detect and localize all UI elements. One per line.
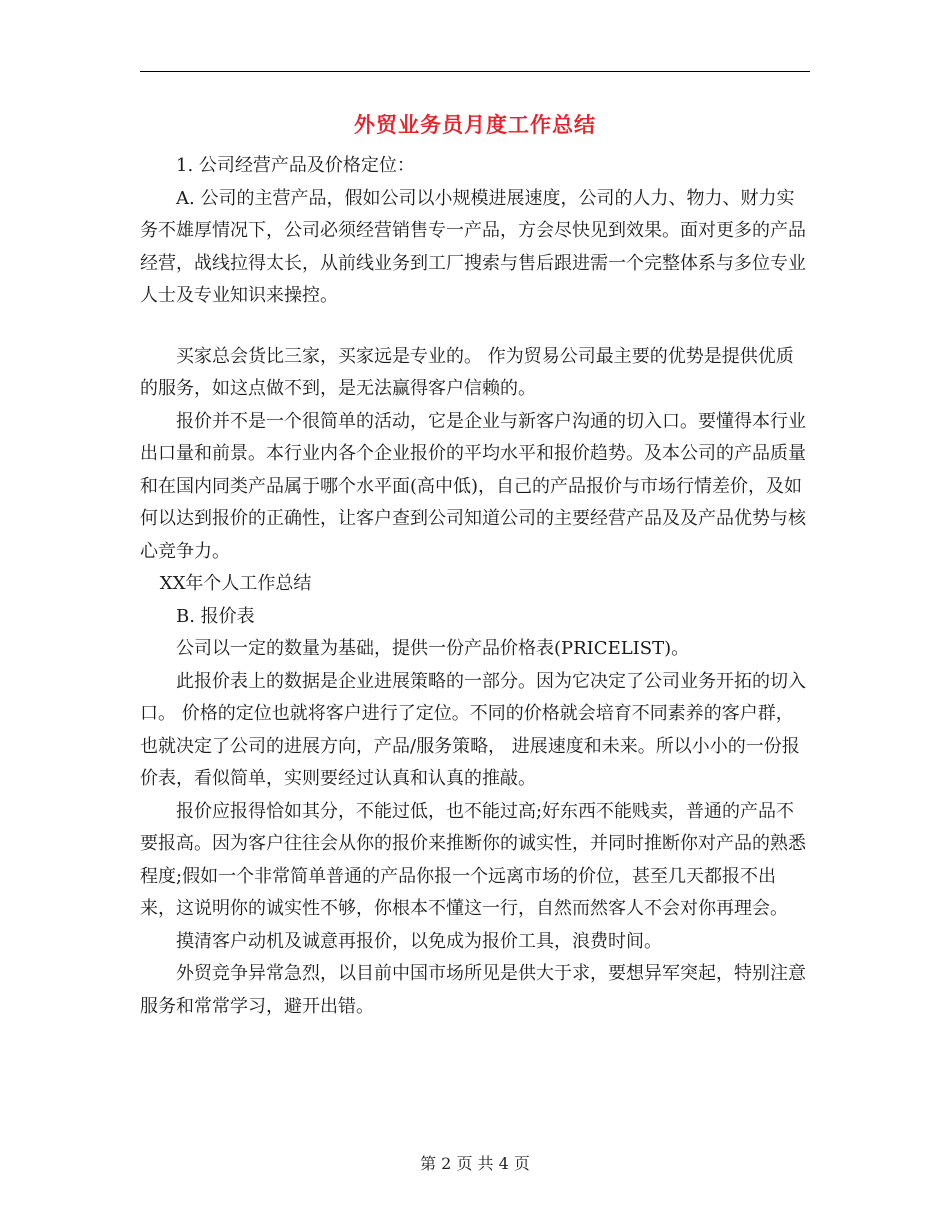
paragraph-pricelist-strategy: 此报价表上的数据是企业进展策略的一部分。因为它决定了公司业务开拓的切入口。 价格的定位也就将客户进行了定位。不同的价格就会培育不同素养的客户群，也就决定了公司的进展方向，产品/服务策略， 进展速度和未来。所以小小的一份报价表，看似简单，实则要经过认真和认真的推敲。 [140,670,806,789]
paragraph-main-products: A. 公司的主营产品，假如公司以小规模进展速度，公司的人力、物力、财力实务不雄厚情况下，公司必须经营销售专一产品，方会尽快见到效果。面对更多的产品经营，战线拉得太长，从前线业务到工厂搜索与售后跟进需一个完整体系与多位专业人士及专业知识来操控。 [140,187,806,306]
page-number: 第 2 页 共 4 页 [420,1154,530,1173]
paragraph-section-b-heading: B. 报价表 [176,605,255,627]
paragraph-customer-motive: 摸清客户动机及诚意再报价，以免成为报价工具，浪费时间。 [176,930,662,952]
paragraph-pricelist: 公司以一定的数量为基础，提供一份产品价格表(PRICELIST)。 [176,638,690,659]
paragraph-quotation: 报价并不是一个很简单的活动，它是企业与新客户沟通的切入口。要懂得本行业出口量和前景。本行业内各个企业报价的平均水平和报价趋势。及本公司的产品质量和在国内同类产品属于哪个水平面(高中低)，自己的产品报价与市场行情差价，及如何以达到报价的正确性，让客户查到公司知道公司的主要经营产品及及产品优势与核心竞争力。 [140,410,806,562]
paragraph-competition: 外贸竞争异常急烈，以目前中国市场所见是供大于求，要想异军突起，特别注意服务和常常学习，避开出错。 [140,963,806,1017]
header-rule [140,71,810,72]
paragraph-section-1-heading: 1. 公司经营产品及价格定位： [176,155,415,176]
paragraph-buyers: 买家总会货比三家，买家远是专业的。 作为贸易公司最主要的优势是提供优质的服务，如这点做不到，是无法赢得客户信赖的。 [140,345,794,399]
paragraph-pricing-advice: 报价应报得恰如其分，不能过低，也不能过高;好东西不能贱卖，普通的产品不要报高。因为客户往往会从你的报价来推断你的诚实性，并同时推断你对产品的熟悉程度;假如一个非常简单普通的产品你报一个远离市场的价位，甚至几天都报不出来，这说明你的诚实性不够，你根本不懂这一行，自然而然客人不会对你再理会。 [140,800,806,919]
paragraph-inserted-heading: XX年个人工作总结 [159,573,312,594]
document-body [140,150,810,1023]
document-title: 外贸业务员月度工作总结 [354,112,596,137]
